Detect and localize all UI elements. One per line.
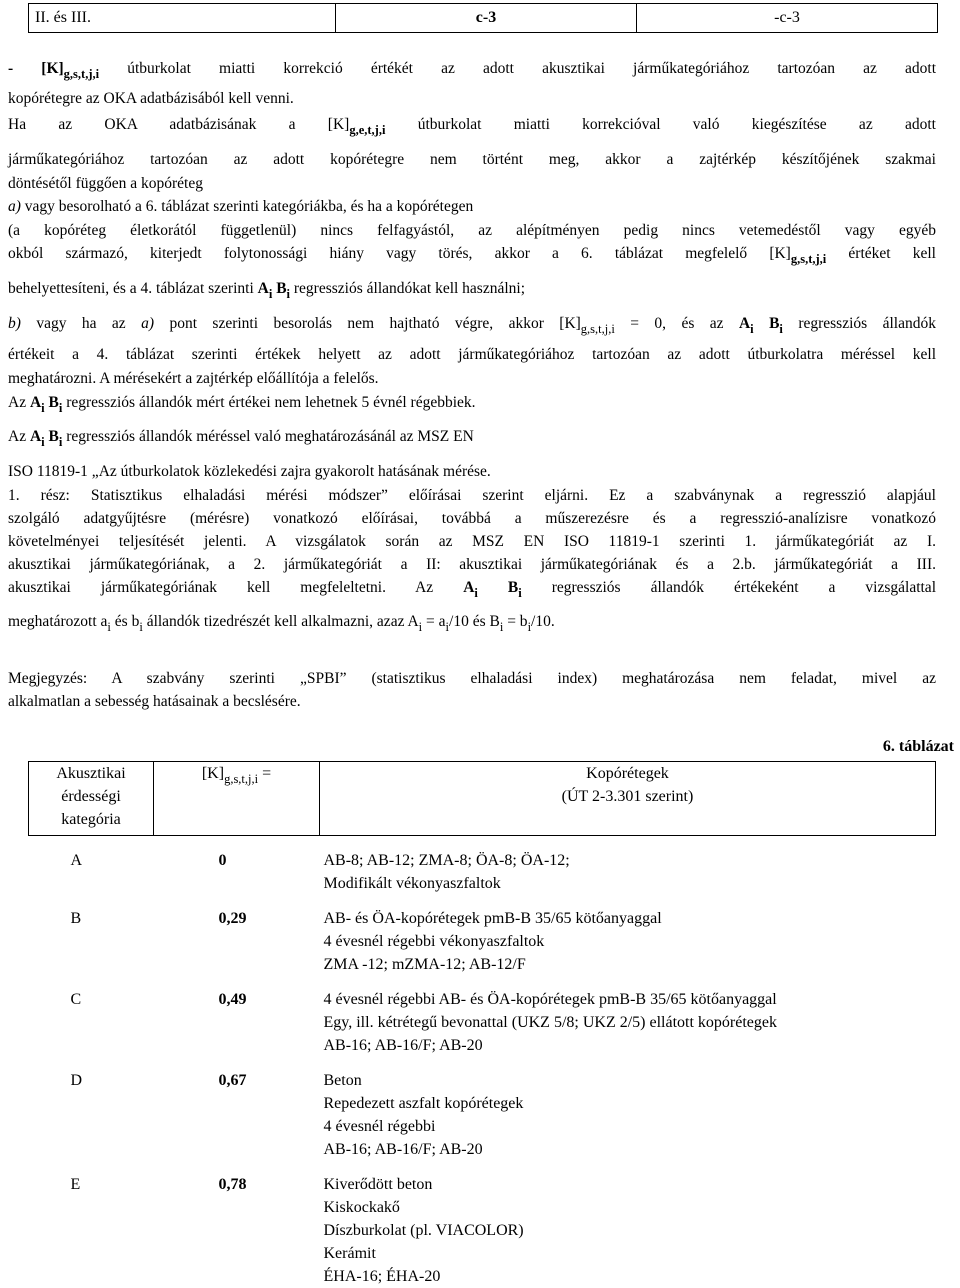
wearing-course-item: Díszburkolat (pl. VIACOLOR) — [323, 1222, 524, 1239]
row-wearing-courses — [320, 836, 936, 896]
wearing-course-item: AB- és ÖA-kopórétegek pmB-B 35/65 kötőanyaggal — [323, 910, 662, 927]
header-left: II. és III. — [35, 9, 91, 26]
table-row — [29, 976, 936, 1057]
wearing-course-item: Kiverődött beton — [323, 1176, 433, 1193]
paragraph-line: b) vagy ha az a) pont szerinti besorolás nem hajtható végre, akkor $[K]_{g,s,t,j,i} = 0$, és az $A_i$ $B_i$ regressziós állandók — [8, 315, 936, 336]
paragraph-line: értékeit a 4. táblázat szerinti értékek helyett az adott járműkategóriához tartozóan az adott útburkolatra méréssel kell — [8, 346, 936, 363]
roughness-table — [28, 761, 936, 1288]
row-wearing-courses — [320, 976, 936, 1057]
row-wearing-courses — [320, 1161, 936, 1288]
paragraph-line: - $[K]_{g,s,t,j,i}$ útburkolat miatti korrekció értékét az adott akusztikai járműkategóriához tartozóan az adott — [8, 60, 936, 81]
row-k-value: 0,67 — [218, 1072, 247, 1089]
paragraph-line: okból származó, kiterjedt folytonossági hiány vagy törés, akkor a 6. táblázat megfelelő $[K]_{g,s,t,j,i}$ értéket kell — [8, 245, 936, 266]
header-category: Akusztikai érdességi kategória — [29, 762, 154, 836]
paragraph-line: ISO 11819-1 „Az útburkolatok közlekedési zajra gyakorolt hatásának mérése. — [8, 463, 491, 480]
wearing-course-item: Egy, ill. kétrétegű bevonattal (UKZ 5/8; UKZ 2/5) ellátott kopórétegek — [323, 1014, 777, 1031]
wearing-course-item: Beton — [323, 1072, 362, 1089]
paragraph-line: Az $A_i$ $B_i$ regressziós állandók méréssel való meghatározásánál az MSZ EN — [8, 428, 474, 449]
paragraph-line: döntésétől függően a kopóréteg — [8, 175, 203, 192]
paragraph-line: követelményei teljesítését jelenti. A vizsgálatok során az MSZ EN ISO 11819-1 szerinti 1. járműkategóriát az I. — [8, 533, 936, 550]
row-category: A — [70, 852, 83, 869]
row-k-value: 0 — [218, 852, 227, 869]
wearing-course-item: Kerámit — [323, 1245, 376, 1262]
paragraph-line: kopórétegre az OKA adatbázisából kell venni. — [8, 90, 294, 107]
wearing-course-item: Repedezett aszfalt kopórétegek — [323, 1095, 524, 1112]
paragraph-line: Ha az OKA adatbázisának a $[K]_{g,e,t,j,i}$ útburkolat miatti korrekcióval való kiegészítése az adott — [8, 116, 936, 137]
wearing-course-item: ZMA -12; mZMA-12; AB-12/F — [323, 956, 526, 973]
row-k-value: 0,29 — [218, 910, 247, 927]
table-row — [29, 1161, 936, 1288]
paragraph-line: (a kopóréteg életkorától függetlenül) nincs felfagyástól, az alépítményen pedig nincs vetemedéstől vagy egyéb — [8, 222, 936, 239]
paragraph-line: behelyettesíteni, és a 4. táblázat szerinti $A_i$ $B_i$ regressziós állandókat kell használni; — [8, 280, 526, 301]
header-center: c-3 — [335, 4, 636, 32]
header-k-value: $[K]_{g,s,t,j,i}$ = — [154, 762, 320, 836]
paragraph-line: 1. rész: Statisztikus elhaladási mérési módszer” előírásai szerint eljárni. Ez a szabványnak a regresszió alapjául — [8, 487, 936, 504]
paragraph-line: járműkategóriához tartozóan az adott kopórétegre nem történt meg, akkor a zajtérkép készítőjének szakmai — [8, 151, 936, 168]
wearing-course-item: ÉHA-16; ÉHA-20 — [323, 1268, 441, 1285]
row-category: E — [70, 1176, 81, 1193]
wearing-course-item: AB-16; AB-16/F; AB-20 — [323, 1037, 483, 1054]
row-category: C — [70, 991, 82, 1008]
row-k-value: 0,49 — [218, 991, 247, 1008]
paragraph-line: a) vagy besorolható a 6. táblázat szerinti kategóriákba, és ha a kopórétegen — [8, 198, 474, 215]
paragraph-line: meghatározni. A mérésekért a zajtérkép előállítója a felelős. — [8, 370, 379, 387]
paragraph-line: akusztikai járműkategóriának kell megfeleltetni. Az $A_i$ $B_i$ regressziós állandók értékeként a vizsgálattal — [8, 579, 936, 600]
paragraph-line: akusztikai járműkategóriának, a 2. járműkategóriát a II: akusztikai járműkategóriának és a 2.b. járműkategóriát a III. — [8, 556, 936, 573]
paragraph-line: meghatározott $a_i$ és $b_i$ állandók tizedrészét kell alkalmazni, azaz $A_i = a_i/10$ és $B_i = b_i/10$. — [8, 613, 555, 634]
wearing-course-item: AB-8; AB-12; ZMA-8; ÖA-8; ÖA-12; — [323, 852, 570, 869]
table-row — [29, 895, 936, 976]
table-row — [29, 1057, 936, 1161]
wearing-course-item: AB-16; AB-16/F; AB-20 — [323, 1141, 483, 1158]
wearing-course-item: 4 évesnél régebbi AB- és ÖA-kopórétegek pmB-B 35/65 kötőanyaggal — [323, 991, 777, 1008]
header-right: -c-3 — [636, 4, 937, 32]
note-line: alkalmatlan a sebesség hatásainak a becslésére. — [8, 693, 301, 710]
row-wearing-courses — [320, 895, 936, 976]
wearing-course-item: 4 évesnél régebbi — [323, 1118, 436, 1135]
row-category: D — [70, 1072, 83, 1089]
wearing-course-item: Kiskockakő — [323, 1199, 400, 1216]
paragraph-line: szolgáló adatgyűjtésre (mérésre) vonatkozó előírásai, továbbá a műszerezésre és a regresszió-analízisre vonatkozó — [8, 510, 936, 527]
row-wearing-courses — [320, 1057, 936, 1161]
wearing-course-item: 4 évesnél régebbi vékonyaszfaltok — [323, 933, 545, 950]
page-header — [28, 3, 938, 33]
table-header-row — [29, 762, 936, 836]
row-category: B — [70, 910, 82, 927]
table-row — [29, 836, 936, 896]
row-k-value: 0,78 — [218, 1176, 247, 1193]
table-caption: 6. táblázat — [882, 738, 954, 755]
wearing-course-item: Modifikált vékonyaszfaltok — [323, 875, 501, 892]
note-line: Megjegyzés: A szabvány szerinti „SPBI” (statisztikus elhaladási index) meghatározása nem feladat, mivel az — [8, 670, 936, 687]
paragraph-line: Az $A_i$ $B_i$ regressziós állandók mért értékei nem lehetnek 5 évnél régebbiek. — [8, 394, 476, 415]
header-wearing-course: Kopórétegek (ÚT 2-3.301 szerint) — [320, 762, 936, 836]
